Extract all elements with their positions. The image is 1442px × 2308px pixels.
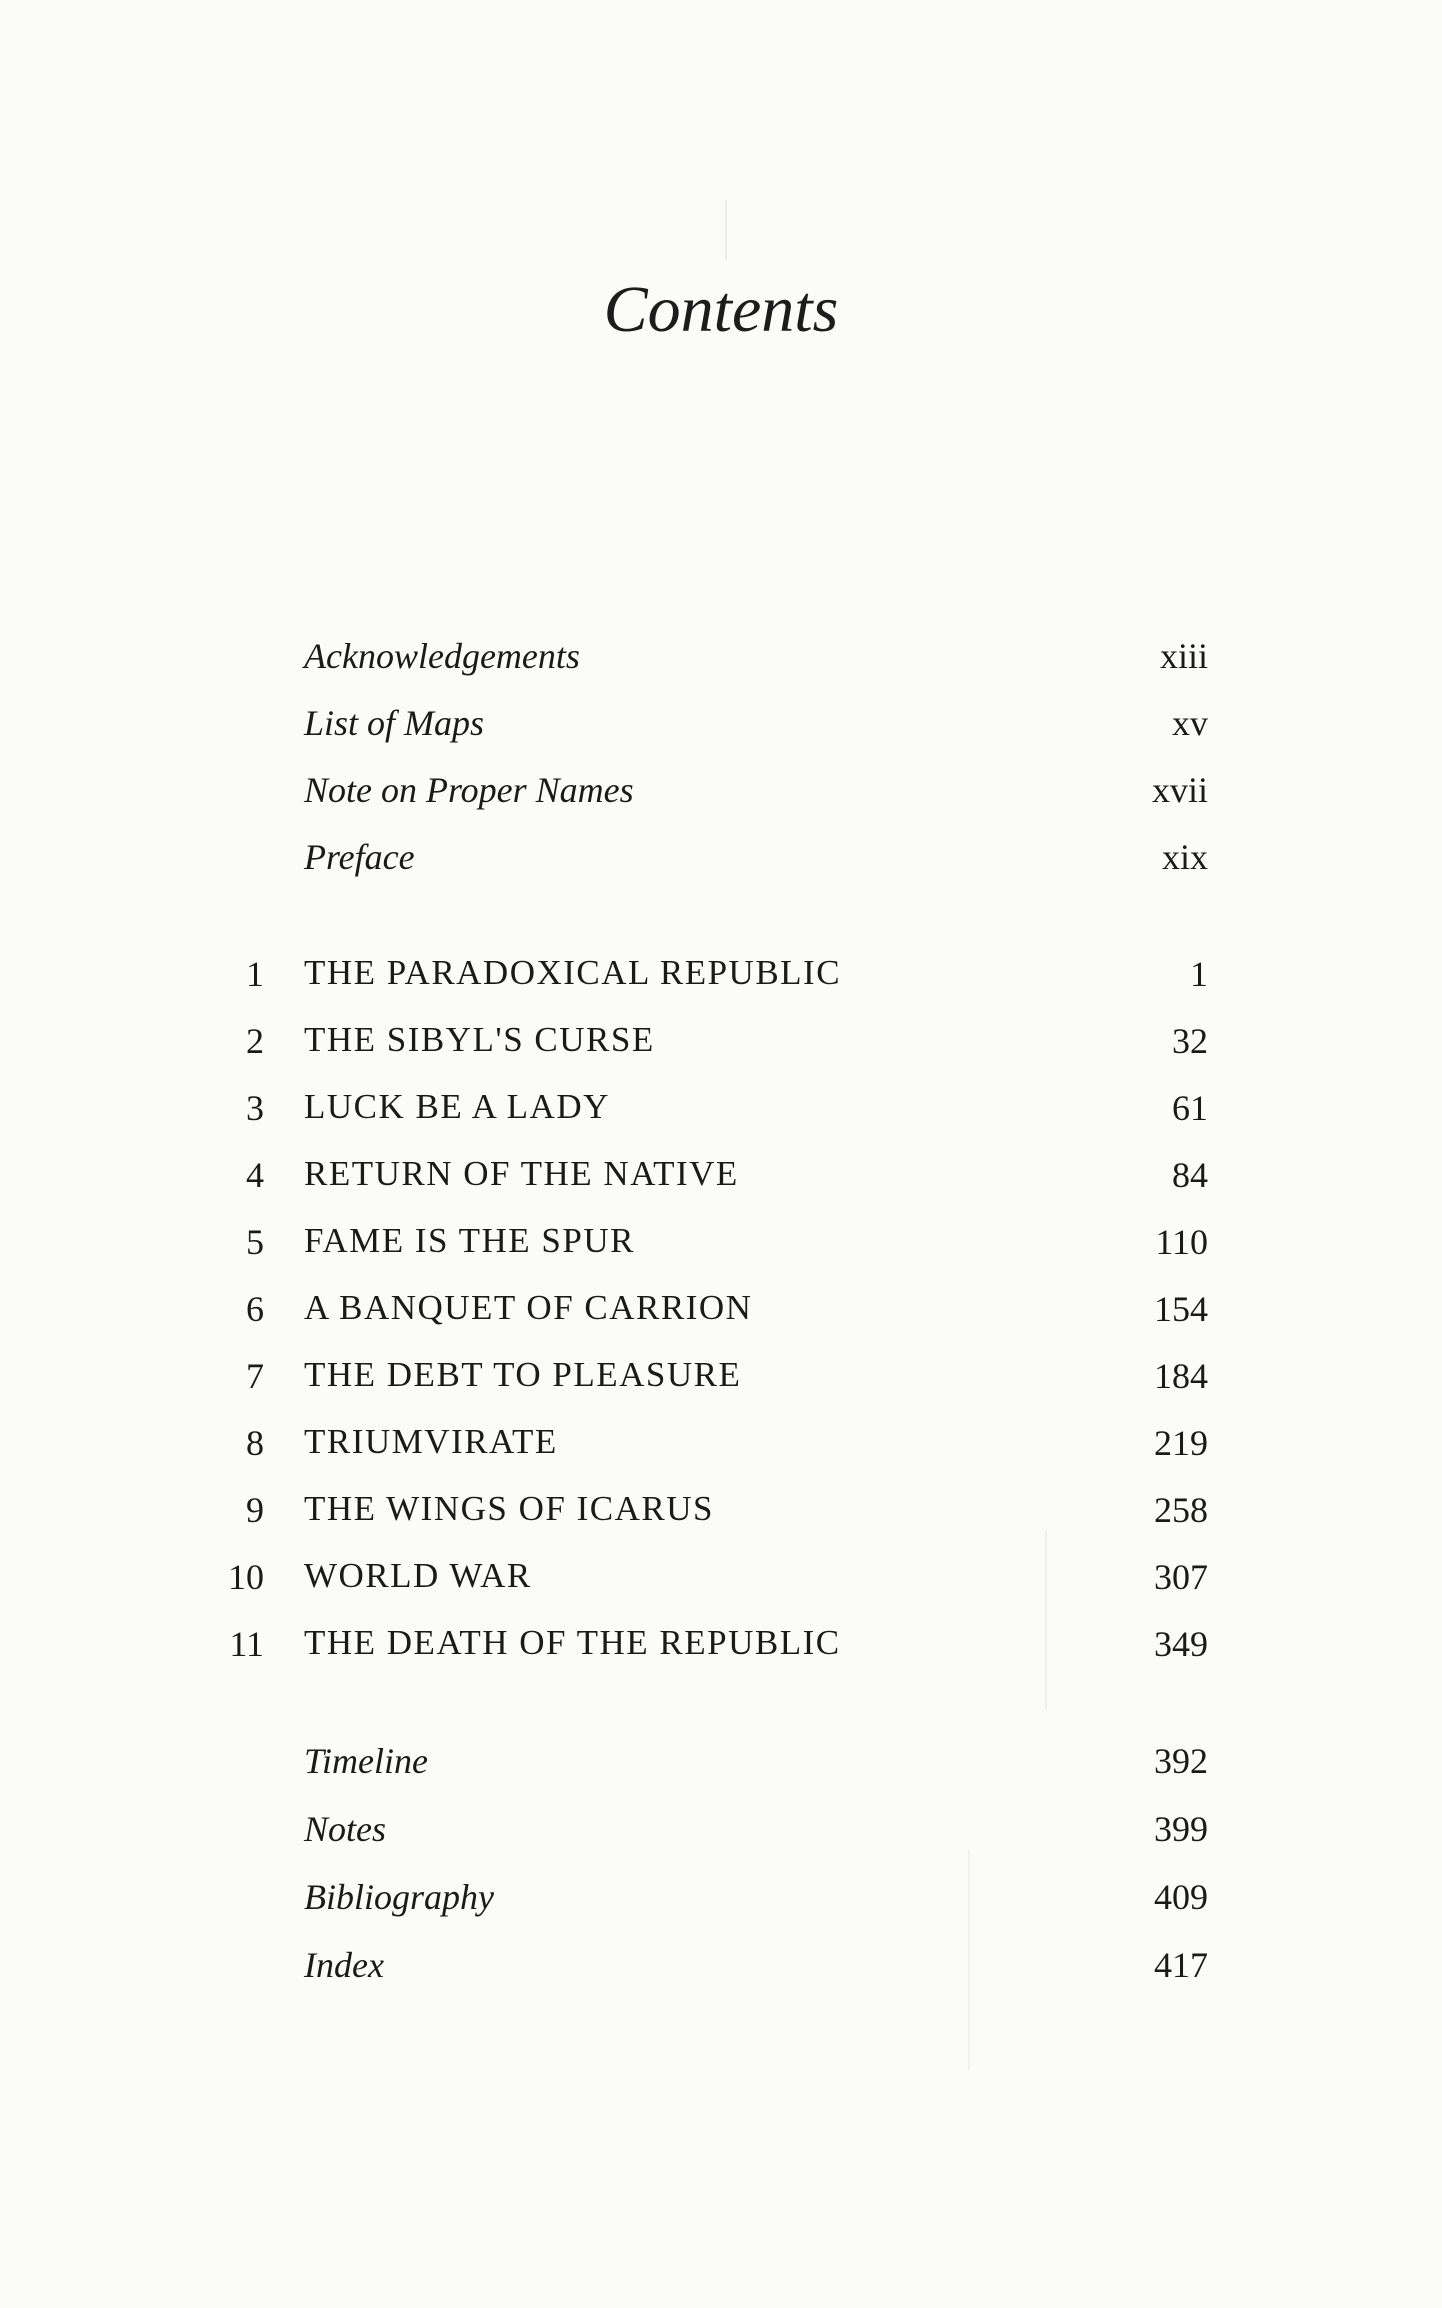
toc-page-number: 32 [1172,1021,1208,1061]
toc-page-number: xix [1161,837,1208,877]
chapter-number: 11 [229,1624,264,1664]
toc-page-number: 219 [1154,1423,1208,1463]
chapter-number: 6 [246,1289,264,1329]
toc-row-chapter [200,1288,1208,1344]
toc-row-back [200,1876,1208,1932]
toc-row-chapter [200,1489,1208,1545]
toc-row-chapter [200,953,1208,1009]
chapter-number: 8 [246,1423,264,1463]
toc-page-number: xvii [1151,770,1208,810]
chapter-number: 1 [246,954,264,994]
chapter-number: 10 [228,1557,264,1597]
toc-label: Bibliography [304,1877,494,1917]
toc-row-front [200,769,1208,825]
toc-page-number: 307 [1154,1557,1208,1597]
toc-page-number: xiii [1159,636,1208,676]
toc-row-chapter [200,1087,1208,1143]
chapter-number: 4 [246,1155,264,1195]
toc-row-chapter [200,1556,1208,1612]
paper-fold-mark [725,200,727,260]
page-title: Contents [603,273,839,346]
chapter-title: THE PARADOXICAL REPUBLIC [304,953,842,992]
toc-row-chapter [200,1623,1208,1679]
toc-page-number: 61 [1172,1088,1208,1128]
chapter-title: THE WINGS OF ICARUS [304,1489,714,1528]
toc-label: Notes [304,1809,387,1849]
chapter-number: 7 [246,1356,264,1396]
toc-page-number: 110 [1155,1222,1208,1262]
chapter-number: 9 [246,1490,264,1530]
chapter-title: THE DEBT TO PLEASURE [304,1355,742,1394]
chapter-title: FAME IS THE SPUR [304,1221,635,1260]
toc-page-number: 399 [1154,1809,1208,1849]
chapter-title: LUCK BE A LADY [304,1087,610,1126]
chapter-title: A BANQUET OF CARRION [304,1288,753,1327]
toc-label: Timeline [304,1741,428,1781]
toc-row-front [200,635,1208,691]
toc-row-back [200,1808,1208,1864]
chapter-title: RETURN OF THE NATIVE [304,1154,739,1193]
chapter-number: 2 [246,1021,264,1061]
toc-row-front [200,836,1208,892]
toc-page-number: 392 [1154,1741,1208,1781]
toc-row-chapter [200,1355,1208,1411]
toc-row-back [200,1944,1208,2000]
toc-row-chapter [200,1154,1208,1210]
toc-label: Note on Proper Names [304,770,634,810]
toc-page-number: 84 [1172,1155,1208,1195]
chapter-title: THE SIBYL'S CURSE [304,1020,655,1059]
chapter-title: THE DEATH OF THE REPUBLIC [304,1623,841,1662]
chapter-title: TRIUMVIRATE [304,1422,558,1461]
toc-row-front [200,702,1208,758]
toc-row-back [200,1740,1208,1796]
toc-row-chapter [200,1020,1208,1076]
toc-page-number: 417 [1154,1945,1208,1985]
toc-page-number: xv [1172,703,1208,743]
toc-page-number: 409 [1154,1877,1208,1917]
chapter-title: WORLD WAR [304,1556,532,1595]
toc-page-number: 349 [1154,1624,1208,1664]
chapter-number: 5 [246,1222,264,1262]
toc-page-number: 184 [1154,1356,1208,1396]
toc-label: Acknowledgements [304,636,580,676]
toc-page-number: 1 [1190,954,1208,994]
toc-label: List of Maps [304,703,485,743]
chapter-number: 3 [246,1088,264,1128]
toc-page-number: 154 [1154,1289,1208,1329]
toc-label: Preface [304,837,415,877]
toc-page-number: 258 [1154,1490,1208,1530]
toc-row-chapter [200,1422,1208,1478]
toc-label: Index [304,1945,384,1985]
toc-row-chapter [200,1221,1208,1277]
